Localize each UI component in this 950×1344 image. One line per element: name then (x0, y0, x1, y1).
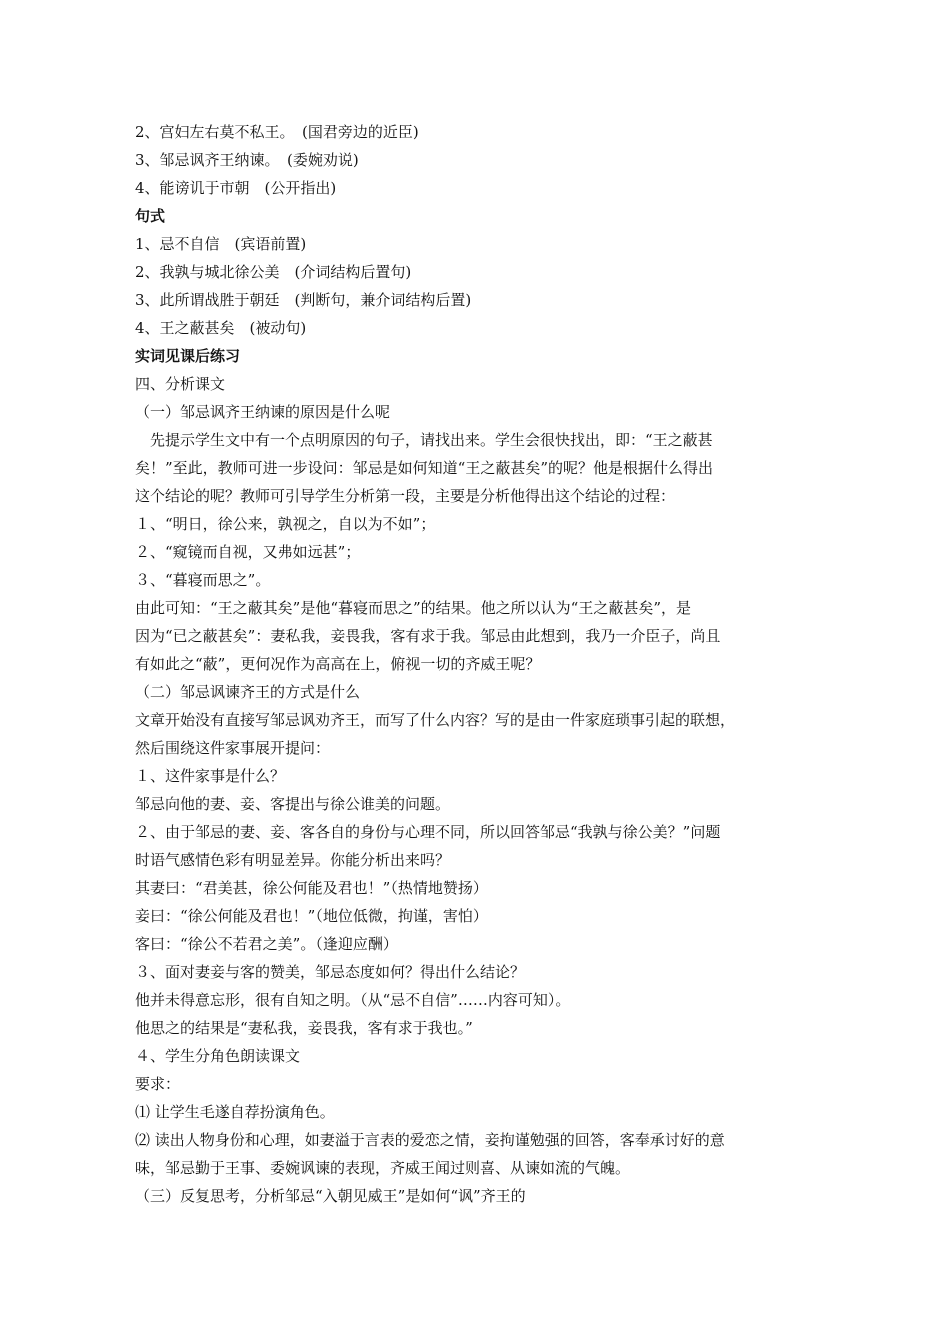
quote-line: 其妻曰：“君美甚，徐公何能及君也！”（热情地赞扬） (135, 879, 488, 897)
list-item: １、“明日，徐公来，孰视之，自以为不如”； (135, 515, 436, 533)
paragraph-line: 时语气感情色彩有明显差异。你能分析出来吗？ (135, 851, 451, 869)
quote-line: 妾曰：“徐公何能及君也！”（地位低微，拘谨，害怕） (135, 907, 488, 925)
pattern-item-4: 4、王之蔽甚矣 (被动句) (135, 319, 307, 337)
subsection-heading-2: （二）邹忌讽谏齐王的方式是什么 (135, 683, 361, 701)
pattern-item-1: 1、忌不自信 (宾语前置) (135, 235, 307, 253)
quote-line: 客曰：“徐公不若君之美”。（逢迎应酬） (135, 935, 398, 953)
paragraph-line: 文章开始没有直接写邹忌讽劝齐王，而写了什么内容？写的是由一件家庭琐事引起的联想， (135, 711, 736, 729)
paragraph-line: 先提示学生文中有一个点明原因的句子，请找出来。学生会很快找出，即：“王之蔽甚 (135, 431, 713, 449)
paragraph-line: 他并未得意忘形，很有自知之明。（从“忌不自信”……内容可知）。 (135, 991, 571, 1009)
section-heading-analysis: 四、分析课文 (135, 375, 226, 393)
vocab-item-2: 2、宫妇左右莫不私王。 (国君旁边的近臣) (135, 123, 419, 141)
document-body (135, 118, 815, 1210)
pattern-item-3: 3、此所谓战胜于朝廷 (判断句，兼介词结构后置) (135, 291, 472, 309)
paragraph-line: 然后围绕这件家事展开提问： (135, 739, 331, 757)
paragraph-line: 有如此之“蔽”，更何况作为高高在上，俯视一切的齐威王呢？ (135, 655, 541, 673)
paragraph-line: 由此可知：“王之蔽其矣”是他“暮寝而思之”的结果。他之所以认为“王之蔽甚矣”，是 (135, 599, 692, 617)
pattern-item-2: 2、我孰与城北徐公美 (介词结构后置句) (135, 263, 412, 281)
list-item: ２、“窥镜而自视，又弗如远甚”； (135, 543, 361, 561)
list-item: ２、由于邹忌的妻、妾、客各自的身份与心理不同，所以回答邹忌“我孰与徐公美？”问题 (135, 823, 721, 841)
list-item: ４、学生分角色朗读课文 (135, 1047, 301, 1065)
requirement-item-2: ⑵ 读出人物身份和心理，如妻溢于言表的爱恋之情，妾拘谨勉强的回答，客奉承讨好的意 (135, 1131, 725, 1149)
vocab-item-4: 4、能谤讥于市朝 (公开指出) (135, 179, 337, 197)
subsection-heading-3: （三）反复思考，分析邹忌“入朝见威王”是如何“讽”齐王的 (135, 1187, 526, 1205)
requirement-item-1: ⑴ 让学生毛遂自荐扮演角色。 (135, 1103, 335, 1121)
list-item: １、这件家事是什么？ (135, 767, 286, 785)
paragraph-line: 邹忌向他的妻、妾、客提出与徐公谁美的问题。 (135, 795, 451, 813)
subsection-heading-1: （一）邹忌讽齐王纳谏的原因是什么呢 (135, 403, 391, 421)
list-item: ３、“暮寝而思之”。 (135, 571, 271, 589)
list-item: ３、面对妻妾与客的赞美，邹忌态度如何？得出什么结论？ (135, 963, 526, 981)
paragraph-line: 味，邹忌勤于王事、委婉讽谏的表现，齐威王闻过则喜、从谏如流的气魄。 (135, 1159, 631, 1177)
section-heading-sentence-patterns: 句式 (135, 207, 166, 225)
paragraph-line: 矣！”至此，教师可进一步设问：邹忌是如何知道“王之蔽甚矣”的呢？他是根据什么得出 (135, 459, 714, 477)
section-heading-content-words: 实词见课后练习 (135, 347, 241, 365)
paragraph-line: 因为“已之蔽甚矣”：妻私我，妾畏我，客有求于我。邹忌由此想到，我乃一介臣子，尚且 (135, 627, 721, 645)
paragraph-line: 要求： (135, 1075, 181, 1093)
paragraph-line: 这个结论的呢？教师可引导学生分析第一段，主要是分析他得出这个结论的过程： (135, 487, 676, 505)
vocab-item-3: 3、邹忌讽齐王纳谏。 (委婉劝说) (135, 151, 359, 169)
paragraph-line: 他思之的结果是“妻私我，妾畏我，客有求于我也。” (135, 1019, 473, 1037)
